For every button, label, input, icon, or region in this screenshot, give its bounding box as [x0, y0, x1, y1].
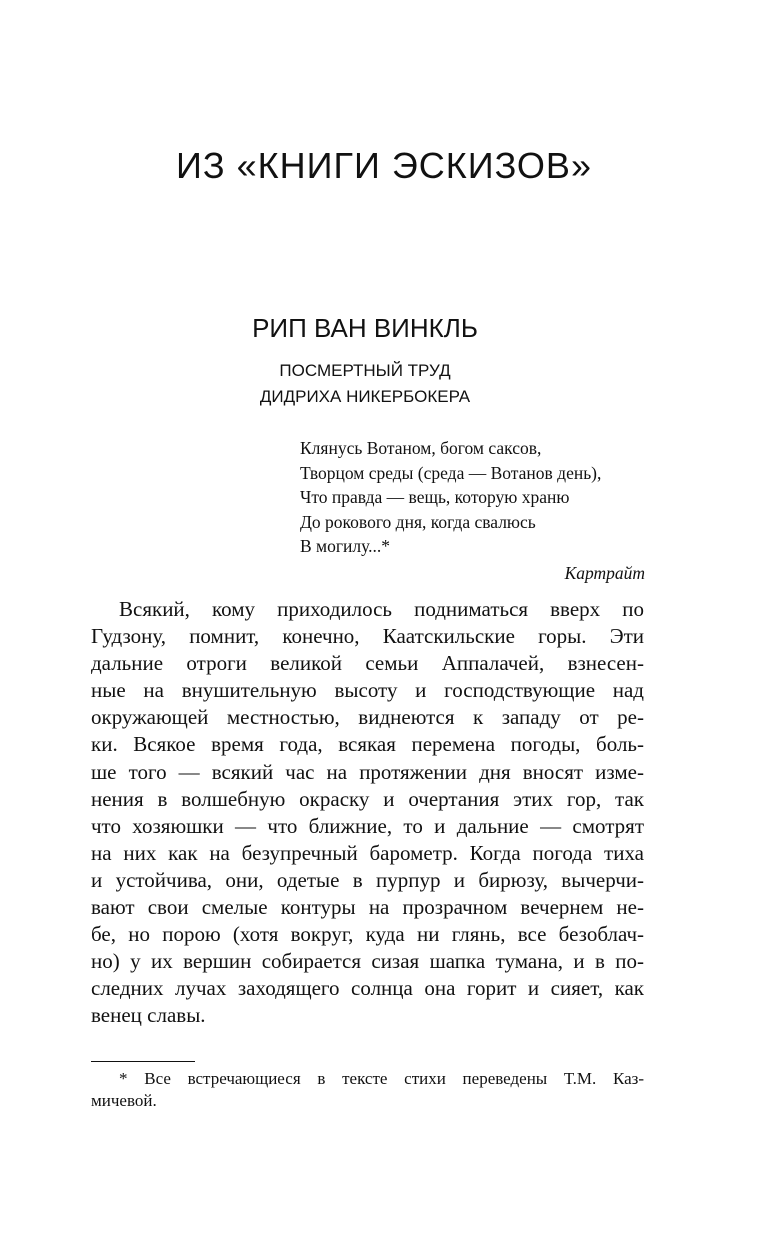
epigraph-line: Клянусь Вотаном, богом саксов,	[300, 438, 542, 458]
subtitle-line: ПОСМЕРТНЫЙ ТРУД	[279, 361, 451, 380]
epigraph-author: Картрайт	[564, 562, 645, 583]
subtitle-line: ДИДРИХА НИКЕРБОКЕРА	[259, 387, 471, 406]
epigraph-line: В могилу...*	[300, 536, 391, 556]
body-line: нения в волшебную окраску и очертания этих гор, так	[91, 786, 644, 811]
body-line: что хозяюшки — что ближние, то и дальние — смотрят	[91, 813, 644, 838]
body-line: Гудзону, помнит, конечно, Каатскильские горы. Эти	[91, 624, 644, 649]
body-line: окружающей местностью, виднеются к западу от ре-	[91, 705, 644, 730]
body-line: венец славы.	[91, 1003, 206, 1028]
body-line: и устойчива, они, одетые в пурпур и бирюзу, вычерчи-	[91, 867, 644, 892]
body-line: ки. Всякое время года, всякая перемена погоды, боль-	[91, 732, 644, 757]
body-line: дальние отроги великой семьи Аппалачей, взнесен-	[91, 651, 644, 676]
footnote	[91, 1068, 644, 1112]
epigraph	[300, 436, 645, 585]
chapter-title: РИП ВАН ВИНКЛЬ	[252, 313, 478, 343]
body-line: на них как на безупречный барометр. Когда погода тиха	[91, 840, 644, 865]
section-title: ИЗ «КНИГИ ЭСКИЗОВ»	[176, 145, 592, 186]
epigraph-line: Что правда — вещь, которую храню	[300, 487, 570, 507]
epigraph-line: Творцом среды (среда — Вотанов день),	[300, 462, 602, 483]
footnote-line: мичевой.	[91, 1091, 157, 1110]
epigraph-line: До рокового дня, когда свалюсь	[300, 511, 536, 532]
body-line: Всякий, кому приходилось подниматься вверх по	[119, 597, 644, 621]
footnote-rule	[91, 1061, 195, 1062]
body-paragraph	[91, 596, 644, 1030]
body-line: следних лучах заходящего солнца она горит и сияет, как	[91, 976, 644, 1001]
body-line: но) у их вершин собирается сизая шапка тумана, и в по-	[91, 949, 644, 974]
chapter-subtitle	[0, 358, 730, 410]
body-line: ные на внушительную высоту и господствующие над	[91, 678, 644, 703]
body-line: вают свои смелые контуры на прозрачном вечернем не-	[91, 895, 644, 920]
footnote-line: * Все встречающиеся в тексте стихи переведены Т.М. Каз-	[119, 1069, 644, 1088]
body-line: ше того — всякий час на протяжении дня вносят изме-	[91, 759, 644, 784]
body-line: бе, но порою (хотя вокруг, куда ни глянь, все безоблач-	[91, 922, 644, 947]
